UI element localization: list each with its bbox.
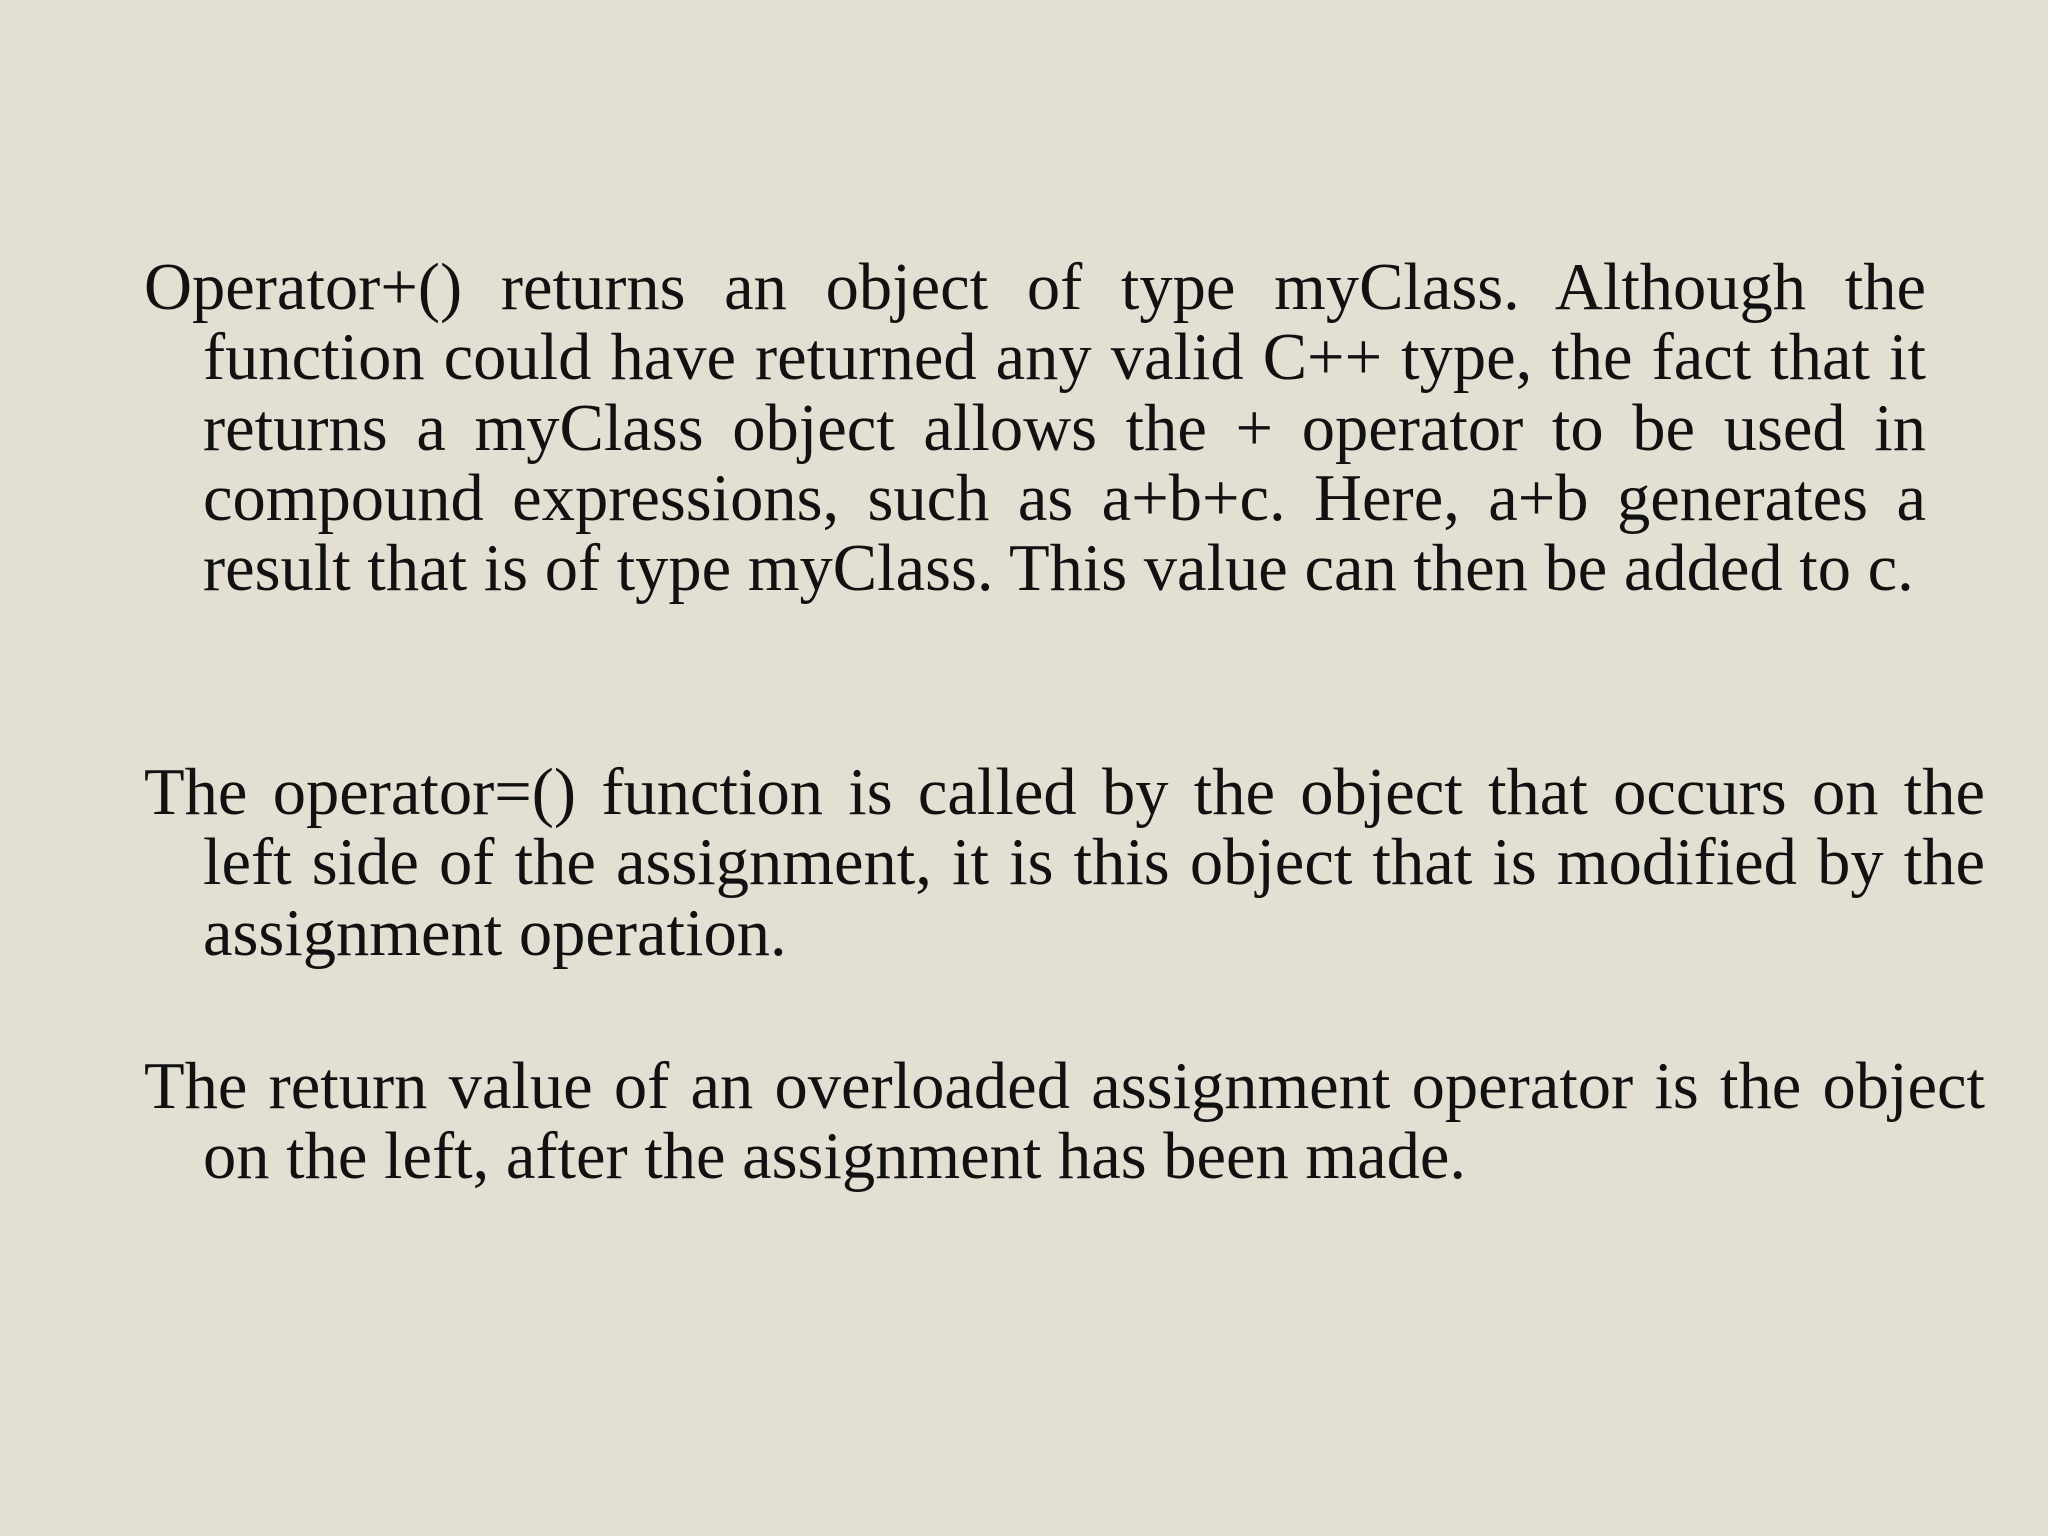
paragraph-return-value: The return value of an overloaded assignment operator is the object on the left, after the assignment has been made. [144,1050,1985,1194]
paragraph-operator-plus: Operator+() returns an object of type myClass. Although the function could have returned any valid C++ type, the fact that it returns a myClass object allows the + operator to be used in compound expressions, such as a+b+c. Here, a+b generates a result that is of type myClass. This value can then be added to c. [144,251,1926,606]
paragraph-operator-assign: The operator=() function is called by the object that occurs on the left side of the assignment, it is this object that is modified by the assignment operation. [144,756,1985,970]
slide-body [144,251,1985,1194]
